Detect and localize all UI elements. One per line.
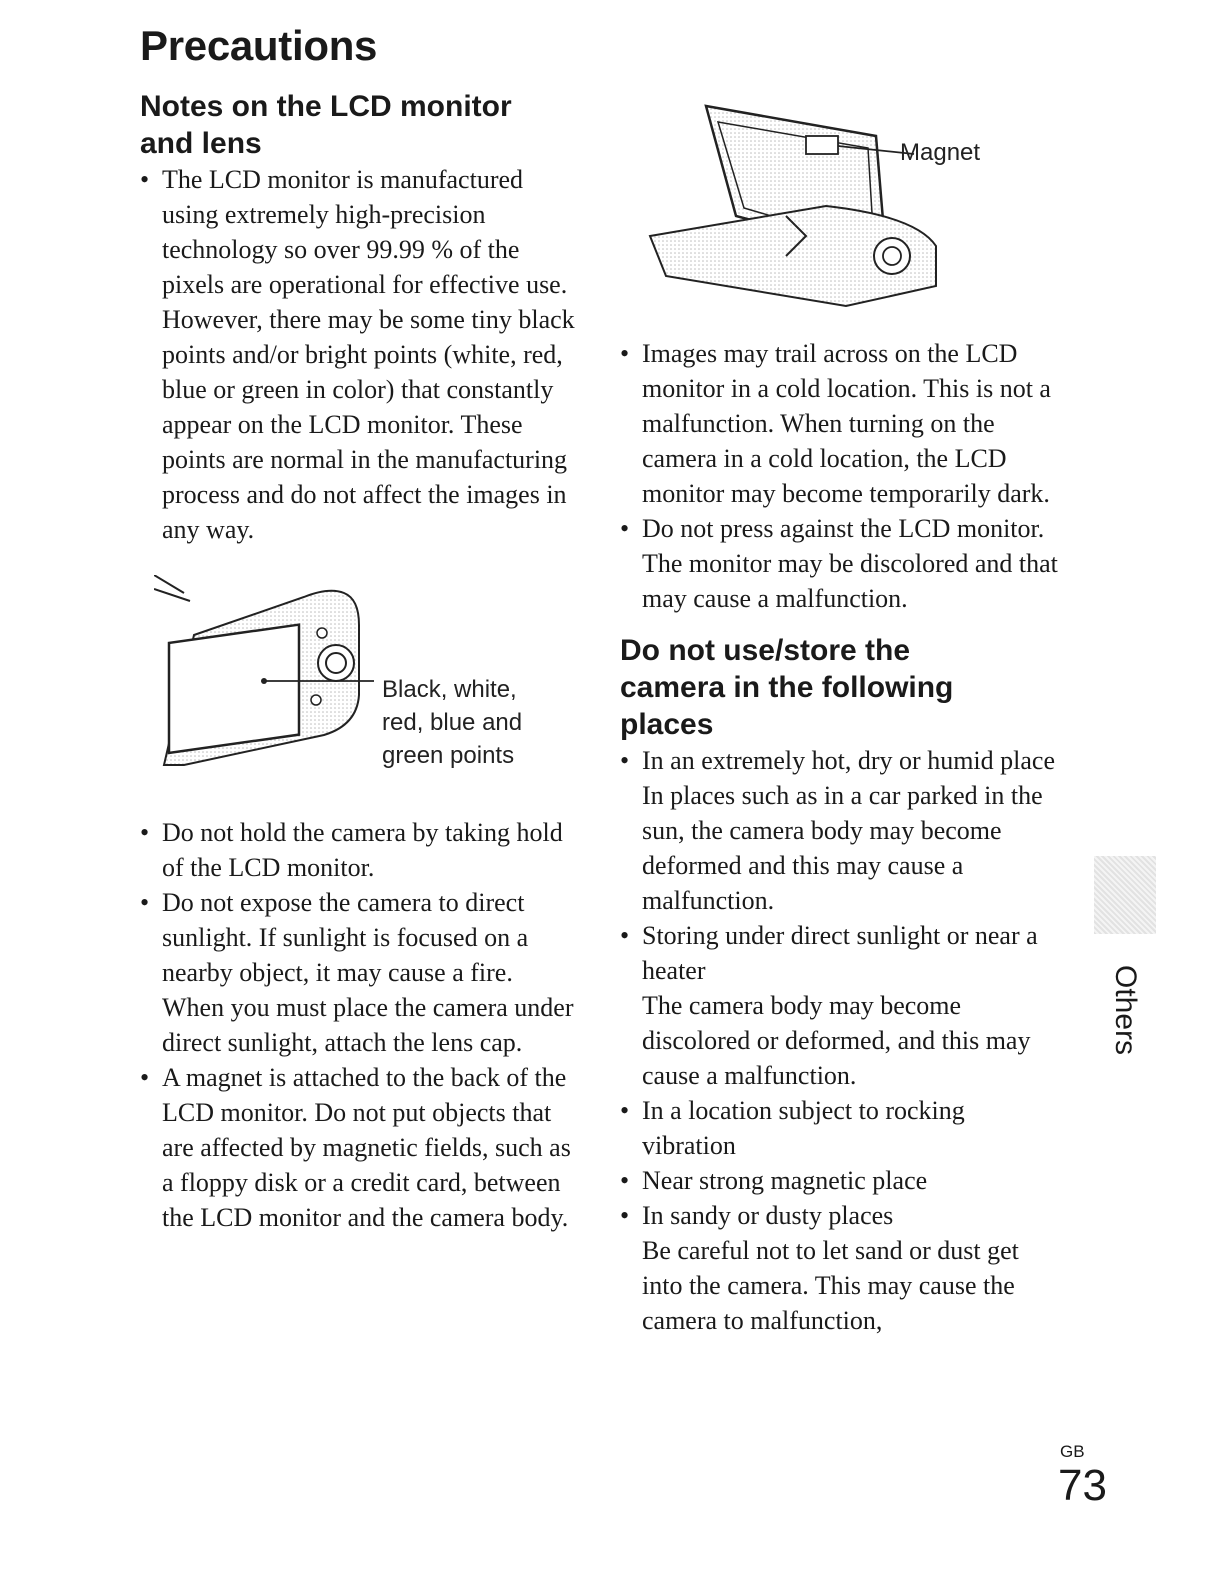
list-item bbox=[620, 1093, 1060, 1163]
places-heading-line-2: camera in the following bbox=[620, 671, 954, 704]
list-item: • A magnet is attached to the back of the LCD monitor. Do not put objects that are affected by magnetic fields, such as a floppy disk or a credit card, between the LCD monitor and the camera body. bbox=[140, 1060, 580, 1235]
camera-rear-illustration bbox=[154, 575, 384, 785]
lcd-heading-line-2: and lens bbox=[140, 127, 262, 160]
list-item bbox=[620, 743, 1060, 918]
camera-open-monitor-illustration bbox=[646, 96, 946, 316]
places-list bbox=[620, 743, 1060, 1338]
places-section-heading bbox=[620, 632, 1060, 743]
points-label-line-2: red, blue and bbox=[382, 709, 523, 736]
page-number: 73 bbox=[1058, 1461, 1107, 1510]
lcd-section-heading bbox=[140, 88, 580, 162]
place-title: • Storing under direct sunlight or near a heater bbox=[642, 921, 1038, 985]
lcd-handling-list bbox=[140, 815, 580, 1235]
page-title: Precautions bbox=[140, 22, 378, 69]
list-item: • Do not expose the camera to direct sunlight. If sunlight is focused on a nearby object, it may cause a fire. When you must place the camera under direct sunlight, attach the lens cap. bbox=[140, 885, 580, 1060]
place-title: • In sandy or dusty places bbox=[642, 1201, 894, 1230]
magnet-figure bbox=[620, 0, 1060, 336]
place-title: • Near strong magnetic place bbox=[642, 1166, 928, 1195]
lcd-heading-line-1: Notes on the LCD monitor bbox=[140, 90, 512, 123]
section-tab-label: Others bbox=[1109, 965, 1142, 1056]
magnet-label: Magnet bbox=[900, 139, 981, 166]
lcd-points-label bbox=[382, 673, 522, 772]
place-title: • In an extremely hot, dry or humid place bbox=[642, 746, 1055, 775]
place-detail: The camera body may become discolored or deformed, and this may cause a malfunction. bbox=[642, 991, 1031, 1090]
list-item: • Images may trail across on the LCD monitor in a cold location. This is not a malfunction. When turning on the camera in a cold location, the LCD monitor may become temporarily dark. bbox=[620, 336, 1060, 511]
place-title: • In a location subject to rocking vibration bbox=[642, 1096, 965, 1160]
list-item bbox=[620, 1198, 1060, 1338]
list-item bbox=[620, 918, 1060, 1093]
left-column bbox=[140, 88, 580, 1235]
points-label-line-3: green points bbox=[382, 742, 515, 769]
lcd-intro-bullet: • The LCD monitor is manufactured using extremely high-precision technology so over 99.99 % of the pixels are operational for effective use. However, there may be some tiny black points and/or bright points (white, red, blue or green in color) that constantly appear on the LCD monitor. These points are normal in the manufacturing process and do not affect the images in any way. bbox=[140, 162, 580, 547]
section-tab-marker bbox=[1094, 856, 1156, 934]
place-detail: In places such as in a car parked in the sun, the camera body may become deformed and this may cause a malfunction. bbox=[642, 781, 1043, 915]
lcd-intro-list bbox=[140, 162, 580, 547]
cold-location-list bbox=[620, 336, 1060, 616]
places-heading-line-1: Do not use/store the bbox=[620, 634, 911, 667]
lcd-points-figure bbox=[140, 565, 580, 815]
points-label-line-1: Black, white, bbox=[382, 676, 517, 703]
right-column bbox=[620, 0, 1060, 1338]
list-item bbox=[620, 1163, 1060, 1198]
list-item: • Do not hold the camera by taking hold of the LCD monitor. bbox=[140, 815, 580, 885]
list-item: • Do not press against the LCD monitor. The monitor may be discolored and that may cause a malfunction. bbox=[620, 511, 1060, 616]
region-code: GB bbox=[1060, 1442, 1085, 1461]
place-detail: Be careful not to let sand or dust get into the camera. This may cause the camera to malfunction, bbox=[642, 1236, 1019, 1335]
places-heading-line-3: places bbox=[620, 708, 714, 741]
